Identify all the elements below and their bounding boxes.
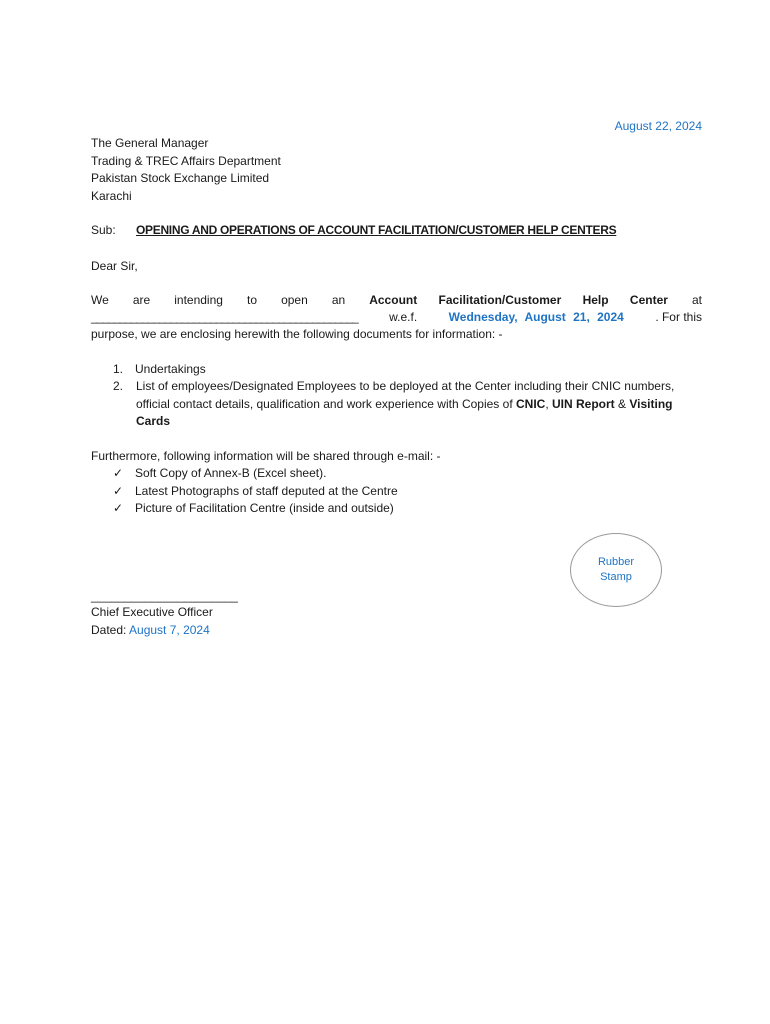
subject-label: Sub: (91, 223, 116, 237)
word: an (331, 293, 346, 307)
check-icon: ✓ (113, 501, 124, 515)
signature-line: ______________________ (91, 589, 238, 603)
recipient-line-4: Karachi (91, 189, 132, 203)
word: are (132, 293, 151, 307)
recipient-line-1: The General Manager (91, 136, 209, 150)
check-icon: ✓ (113, 484, 124, 498)
word: open (281, 293, 308, 307)
salutation: Dear Sir, (91, 259, 138, 273)
checklist-item: ✓ Latest Photographs of staff deputed at the Centre (113, 484, 398, 498)
list-text: Undertakings (135, 362, 206, 376)
signatory-title: Chief Executive Officer (91, 605, 213, 619)
recipient-line-3: Pakistan Stock Exchange Limited (91, 171, 270, 185)
paragraph-line-2 (91, 309, 702, 326)
stamp-label: Rubber Stamp (597, 556, 635, 583)
check-icon: ✓ (113, 466, 124, 480)
checklist-item: ✓ Picture of Facilitation Centre (inside and outside) (113, 501, 394, 515)
paragraph-tail: . For this (655, 310, 702, 324)
word: We (91, 293, 109, 307)
visiting-cards-bold: Visiting Cards (136, 396, 673, 428)
dated-line (91, 622, 210, 638)
checklist-item: ✓ Soft Copy of Annex-B (Excel sheet). (113, 466, 327, 480)
facilitation-center-name: Account Facilitation/Customer Help Center (369, 293, 668, 307)
recipient-line-2: Trading & TREC Affairs Department (91, 154, 281, 168)
list-number-2: 2. (113, 379, 124, 393)
word: at (691, 293, 702, 307)
word: to (247, 293, 258, 307)
wef-date: Wednesday, August 21, 2024 (448, 310, 624, 324)
list-number: 1. (113, 362, 124, 376)
list-item (113, 361, 206, 378)
wef-label: w.e.f. (389, 310, 418, 324)
list-item-2-text: List of employees/Designated Employees to be deployed at the Center including their CNIC numbers, official contact details, qualification and work experience with Copies of CNIC, UIN Report & Visiting Cards (136, 379, 675, 428)
dated-label: Dated: (91, 623, 130, 637)
cnic-bold: CNIC (516, 396, 546, 411)
uin-report-bold: UIN Report (552, 396, 615, 411)
rubber-stamp-placeholder (570, 533, 662, 607)
body-paragraph (91, 292, 702, 343)
address-blank: _______________________________________________ (91, 310, 358, 324)
paragraph-line-1 (91, 292, 702, 309)
dated-value: August 7, 2024 (129, 623, 210, 637)
letter-date: August 22, 2024 (614, 119, 702, 133)
email-intro: Furthermore, following information will be shared through e-mail: - (91, 449, 441, 463)
paragraph-line-3: purpose, we are enclosing herewith the following documents for information: - (91, 327, 503, 341)
subject-title: OPENING AND OPERATIONS OF ACCOUNT FACILITATION/CUSTOMER HELP CENTERS (136, 223, 617, 237)
word: intending (174, 293, 223, 307)
